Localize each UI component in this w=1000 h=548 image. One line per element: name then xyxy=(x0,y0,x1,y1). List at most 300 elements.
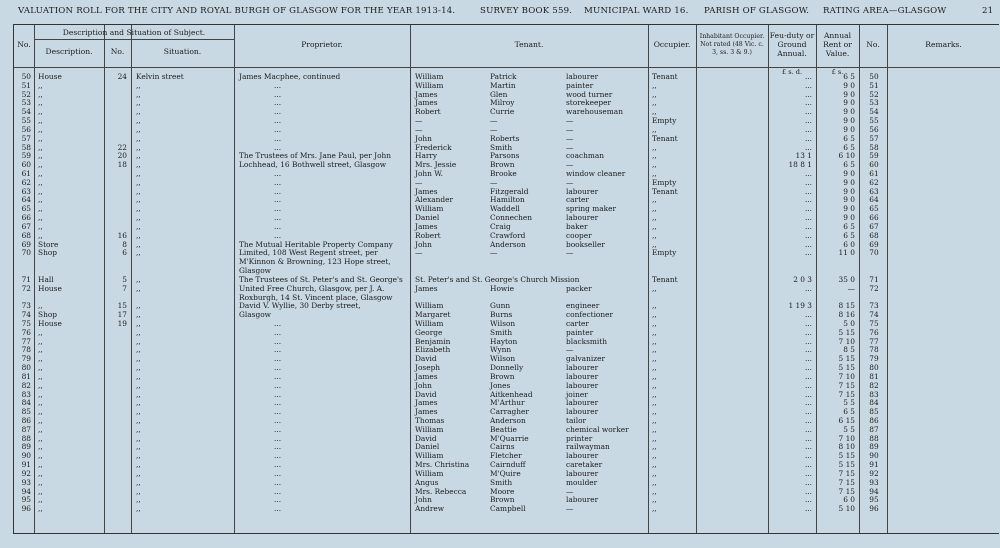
description: ,, xyxy=(38,169,43,179)
situation: ,, xyxy=(136,142,141,152)
feu-duty: ... xyxy=(804,204,812,214)
occupation: storekeeper xyxy=(566,98,611,108)
situation: ,, xyxy=(136,169,141,179)
occupier: ,, xyxy=(652,460,657,470)
table-row xyxy=(14,107,1000,116)
occupier: ,, xyxy=(652,318,657,328)
row-no-right: 56 xyxy=(869,124,879,134)
description: ,, xyxy=(38,160,43,170)
col-remarks: Remarks. xyxy=(925,40,962,49)
row-no-right: 52 xyxy=(869,89,879,99)
occupier: ,, xyxy=(652,380,657,390)
annual-rent: 11 0 xyxy=(838,248,855,258)
proprietor: ... xyxy=(274,318,282,328)
occupier: ,, xyxy=(652,451,657,461)
proprietor: ... xyxy=(274,460,282,470)
proprietor: ... xyxy=(274,504,282,514)
description: House xyxy=(38,72,62,81)
situation: ,, xyxy=(136,89,141,99)
street-no: 6 xyxy=(122,248,127,258)
occupation: carter xyxy=(566,318,589,328)
row-no: 87 xyxy=(21,424,31,434)
row-no-right: 81 xyxy=(869,371,879,381)
situation: ,, xyxy=(136,380,141,390)
occupation: labourer xyxy=(566,407,599,417)
annual-rent: 5 15 xyxy=(838,460,855,470)
occupation: labourer xyxy=(566,451,599,461)
occupier: ,, xyxy=(652,363,657,373)
col-situation: Situation. xyxy=(163,47,202,56)
tenant-first: Mrs. Christina xyxy=(415,460,470,470)
feu-duty: ... xyxy=(804,380,812,390)
feu-duty: ... xyxy=(804,239,812,249)
occupation: labourer xyxy=(566,380,599,390)
row-no: 68 xyxy=(21,230,31,240)
situation: ,, xyxy=(136,310,141,320)
tenant-first: James xyxy=(415,283,438,293)
description: ,, xyxy=(38,89,43,99)
tenant-first: William xyxy=(415,204,444,214)
row-no-right: 86 xyxy=(869,415,879,425)
tenant-first: Andrew xyxy=(415,504,445,514)
table-row xyxy=(14,451,1000,460)
row-no-right: 91 xyxy=(869,460,879,470)
tenant-first: — xyxy=(415,116,423,126)
table-row xyxy=(14,125,1000,134)
tenant-last: Gunn xyxy=(490,301,511,311)
situation: ,, xyxy=(136,318,141,328)
occupier: ,, xyxy=(652,486,657,496)
annual-rent: 7 10 xyxy=(838,433,855,443)
row-no-right: 69 xyxy=(869,239,879,249)
tenant-first: Daniel xyxy=(415,442,440,452)
occupier: ,, xyxy=(652,389,657,399)
row-no: 53 xyxy=(21,98,31,108)
description: ,, xyxy=(38,477,43,487)
feu-duty: ... xyxy=(804,345,812,355)
proprietor: M'Kinnon & Browning, 123 Hope street, xyxy=(239,257,391,267)
row-no: 50 xyxy=(21,72,31,81)
tenant-last: Jones xyxy=(490,380,511,390)
proprietor: ... xyxy=(274,468,282,478)
description: ,, xyxy=(38,301,43,311)
proprietor: ... xyxy=(274,389,282,399)
description: ,, xyxy=(38,142,43,152)
feu-duty: ... xyxy=(804,327,812,337)
tenant-first: John xyxy=(415,495,432,505)
row-no-right: 62 xyxy=(869,177,879,187)
tenant-last: Smith xyxy=(490,327,513,337)
street-no: 16 xyxy=(117,230,127,240)
tenant-first: David xyxy=(415,354,437,364)
tenant-first: David xyxy=(415,389,437,399)
tenant-last: Wynn xyxy=(490,345,512,355)
situation: ,, xyxy=(136,80,141,90)
row-no: 85 xyxy=(21,407,31,417)
row-no: 90 xyxy=(21,451,31,461)
feu-duty: ... xyxy=(804,213,812,223)
description: ,, xyxy=(38,468,43,478)
row-no: 66 xyxy=(21,213,31,223)
annual-rent: 6 5 xyxy=(843,221,855,231)
proprietor: ... xyxy=(274,433,282,443)
proprietor: ... xyxy=(274,221,282,231)
occupation: coachman xyxy=(566,151,605,161)
proprietor: ... xyxy=(274,407,282,417)
situation: ,, xyxy=(136,468,141,478)
tenant-first: John xyxy=(415,239,432,249)
description: ,, xyxy=(38,345,43,355)
row-no: 57 xyxy=(21,133,31,143)
occupation: carter xyxy=(566,195,589,205)
occupier: ,, xyxy=(652,160,657,170)
occupier: ,, xyxy=(652,89,657,99)
feu-duty: ... xyxy=(804,195,812,205)
row-no-right: 73 xyxy=(869,301,879,311)
occupation: blacksmith xyxy=(566,336,608,346)
tenant-first: Robert xyxy=(415,230,441,240)
situation: ,, xyxy=(136,248,141,258)
tenant-last: Donnelly xyxy=(490,363,524,373)
annual-rent: 5 15 xyxy=(838,451,855,461)
annual-rent: 9 0 xyxy=(843,204,855,214)
description: ,, xyxy=(38,407,43,417)
situation: Kelvin street xyxy=(136,72,184,81)
description: ,, xyxy=(38,504,43,514)
row-no-right: 88 xyxy=(869,433,879,443)
situation: ,, xyxy=(136,274,141,284)
tenant-first: William xyxy=(415,80,444,90)
tenant-last: Hamilton xyxy=(490,195,525,205)
row-no-right: 70 xyxy=(869,248,879,258)
table-row xyxy=(14,478,1000,487)
tenant-first: William xyxy=(415,424,444,434)
occupation: labourer xyxy=(566,186,599,196)
occupation: — xyxy=(566,142,574,152)
row-no-right: 94 xyxy=(869,486,879,496)
situation: ,, xyxy=(136,151,141,161)
occupier: ,, xyxy=(652,142,657,152)
tenant-last: Wilson xyxy=(490,354,516,364)
annual-rent: 9 0 xyxy=(843,98,855,108)
col-inhabitant: Inhabitant Occupier. Not rated (48 Vic. c. 3, ss. 3 & 9.) xyxy=(699,33,765,56)
feu-duty: ... xyxy=(804,460,812,470)
tenant-first: — xyxy=(415,248,423,258)
table-row xyxy=(14,266,1000,275)
table-row xyxy=(14,416,1000,425)
occupation: — xyxy=(566,124,574,134)
occupation: baker xyxy=(566,221,588,231)
row-no: 62 xyxy=(21,177,31,187)
occupier: ,, xyxy=(652,442,657,452)
proprietor: ... xyxy=(274,107,282,117)
feu-duty: ... xyxy=(804,398,812,408)
tenant-first: John xyxy=(415,380,432,390)
table-row xyxy=(14,90,1000,99)
occupation: engineer xyxy=(566,301,600,311)
situation: ,, xyxy=(136,407,141,417)
description: ,, xyxy=(38,221,43,231)
row-no: 58 xyxy=(21,142,31,152)
row-no-right: 61 xyxy=(869,169,879,179)
feu-duty: 18 8 1 xyxy=(788,160,812,170)
occupier: ,, xyxy=(652,407,657,417)
col-street-no: No. xyxy=(110,47,125,56)
description: ,, xyxy=(38,442,43,452)
occupation: labourer xyxy=(566,363,599,373)
occupier: ,, xyxy=(652,301,657,311)
table-row xyxy=(14,134,1000,143)
proprietor: ... xyxy=(274,195,282,205)
col-description: Description. xyxy=(45,47,93,56)
situation: ,, xyxy=(136,354,141,364)
proprietor: ... xyxy=(274,354,282,364)
proprietor: ... xyxy=(274,124,282,134)
situation: ,, xyxy=(136,124,141,134)
tenant-last: Wilson xyxy=(490,318,516,328)
page-number: 21 xyxy=(982,6,994,16)
feu-duty: ... xyxy=(804,363,812,373)
description: ,, xyxy=(38,116,43,126)
description: ,, xyxy=(38,124,43,134)
row-no: 64 xyxy=(21,195,31,205)
row-no-right: 78 xyxy=(869,345,879,355)
table-row xyxy=(14,293,1000,302)
situation: ,, xyxy=(136,415,141,425)
row-no: 77 xyxy=(21,336,31,346)
table-row xyxy=(14,504,1000,513)
col-annual-rent: Annual Rent or Value. xyxy=(823,31,852,58)
table-row xyxy=(14,407,1000,416)
proprietor: ... xyxy=(274,477,282,487)
situation: ,, xyxy=(136,460,141,470)
table-row xyxy=(14,204,1000,213)
table-row xyxy=(14,354,1000,363)
description: ,, xyxy=(38,186,43,196)
tenant-last: Cairns xyxy=(490,442,515,452)
tenant-first: Benjamin xyxy=(415,336,451,346)
feu-duty: ... xyxy=(804,477,812,487)
col-no: No. xyxy=(17,40,31,49)
street-no: 20 xyxy=(117,151,127,161)
row-no: 71 xyxy=(21,274,31,284)
col-proprietor: Proprietor. xyxy=(301,40,343,49)
feu-duty: ... xyxy=(804,283,812,293)
row-no-right: 76 xyxy=(869,327,879,337)
description: Shop xyxy=(38,248,58,258)
annual-rent: 6 5 xyxy=(843,230,855,240)
occupier: ,, xyxy=(652,310,657,320)
annual-rent: 8 16 xyxy=(838,310,855,320)
row-no-right: 72 xyxy=(869,283,879,293)
annual-rent: 9 0 xyxy=(843,169,855,179)
tenant-first: Frederick xyxy=(415,142,452,152)
description: ,, xyxy=(38,213,43,223)
table-row xyxy=(14,160,1000,169)
tenant-first: Alexander xyxy=(415,195,454,205)
tenant-last: Cairnduff xyxy=(490,460,526,470)
situation: ,, xyxy=(136,213,141,223)
situation: ,, xyxy=(136,204,141,214)
annual-rent: 7 15 xyxy=(838,486,855,496)
row-no: 93 xyxy=(21,477,31,487)
occupation: labourer xyxy=(566,72,599,81)
tenant-first: William xyxy=(415,301,444,311)
situation: ,, xyxy=(136,363,141,373)
proprietor: ... xyxy=(274,415,282,425)
street-no: 24 xyxy=(117,72,127,81)
description: ,, xyxy=(38,177,43,187)
description: ,, xyxy=(38,336,43,346)
situation: ,, xyxy=(136,160,141,170)
feu-duty: ... xyxy=(804,354,812,364)
annual-rent: — xyxy=(847,283,855,293)
row-no: 69 xyxy=(21,239,31,249)
situation: ,, xyxy=(136,116,141,126)
occupier: ,, xyxy=(652,504,657,514)
row-no: 60 xyxy=(21,160,31,170)
row-no: 52 xyxy=(21,89,31,99)
row-no-right: 75 xyxy=(869,318,879,328)
situation: ,, xyxy=(136,433,141,443)
occupier: ,, xyxy=(652,213,657,223)
row-no: 55 xyxy=(21,116,31,126)
feu-duty: ... xyxy=(804,486,812,496)
description: ,, xyxy=(38,80,43,90)
occupation: labourer xyxy=(566,468,599,478)
row-no: 72 xyxy=(21,283,31,293)
situation: ,, xyxy=(136,495,141,505)
occupier: ,, xyxy=(652,398,657,408)
row-no: 61 xyxy=(21,169,31,179)
row-no: 95 xyxy=(21,495,31,505)
table-row xyxy=(14,345,1000,354)
tenant-first: Daniel xyxy=(415,213,440,223)
tenant-last: Waddell xyxy=(490,204,520,214)
tenant-last: Roberts xyxy=(490,133,520,143)
feu-duty: ... xyxy=(804,186,812,196)
tenant-first: — xyxy=(415,124,423,134)
occupier: ,, xyxy=(652,151,657,161)
occupation: painter xyxy=(566,327,594,337)
tenant-first: John xyxy=(415,133,432,143)
situation: ,, xyxy=(136,186,141,196)
tenant-last: Martin xyxy=(490,80,516,90)
proprietor: ... xyxy=(274,98,282,108)
tenant-last: Patrick xyxy=(490,72,517,81)
row-no-right: 66 xyxy=(869,213,879,223)
table-row xyxy=(14,319,1000,328)
street-no: 8 xyxy=(122,239,127,249)
row-no: 80 xyxy=(21,363,31,373)
row-no-right: 79 xyxy=(869,354,879,364)
annual-rent: 9 0 xyxy=(843,107,855,117)
tenant-last: Milroy xyxy=(490,98,515,108)
table-row xyxy=(14,363,1000,372)
situation: ,, xyxy=(136,107,141,117)
survey-book: SURVEY BOOK 559. xyxy=(480,6,573,16)
row-no-right: 93 xyxy=(869,477,879,487)
occupation: cooper xyxy=(566,230,592,240)
annual-rent: 9 0 xyxy=(843,186,855,196)
proprietor: ... xyxy=(274,230,282,240)
tenant-last: Burns xyxy=(490,310,513,320)
occupier: ,, xyxy=(652,195,657,205)
street-no: 17 xyxy=(117,310,127,320)
row-no-right: 87 xyxy=(869,424,879,434)
tenant-first: Margaret xyxy=(415,310,451,320)
description: ,, xyxy=(38,380,43,390)
tenant-first: Elizabeth xyxy=(415,345,451,355)
row-no-right: 65 xyxy=(869,204,879,214)
occupier: ,, xyxy=(652,468,657,478)
feu-units: £ s. d. xyxy=(781,68,803,76)
occupier: ,, xyxy=(652,415,657,425)
row-no: 75 xyxy=(21,318,31,328)
tenant-last: Howie xyxy=(490,283,514,293)
feu-duty: ... xyxy=(804,415,812,425)
situation: ,, xyxy=(136,451,141,461)
feu-duty: 1 19 3 xyxy=(788,301,812,311)
occupation: labourer xyxy=(566,213,599,223)
table-row xyxy=(14,301,1000,310)
tenant-first: — xyxy=(415,177,423,187)
proprietor: ... xyxy=(274,451,282,461)
tenant-last: Moore xyxy=(490,486,515,496)
col-tenant: Tenant. xyxy=(514,40,544,49)
occupation: labourer xyxy=(566,495,599,505)
situation: ,, xyxy=(136,133,141,143)
annual-rent: 5 15 xyxy=(838,327,855,337)
table-row xyxy=(14,98,1000,107)
row-no: 67 xyxy=(21,221,31,231)
occupier: ,, xyxy=(652,98,657,108)
row-no-right: 64 xyxy=(869,195,879,205)
row-no-right: 82 xyxy=(869,380,879,390)
row-no-right: 89 xyxy=(869,442,879,452)
proprietor: Limited, 108 West Regent street, per xyxy=(239,248,378,258)
table-row xyxy=(14,390,1000,399)
table-row xyxy=(14,328,1000,337)
occupier: ,, xyxy=(652,239,657,249)
occupier: ,, xyxy=(652,424,657,434)
row-no: 59 xyxy=(21,151,31,161)
proprietor: ... xyxy=(274,486,282,496)
annual-rent: 8 5 xyxy=(843,345,855,355)
row-no-right: 83 xyxy=(869,389,879,399)
situation: ,, xyxy=(136,442,141,452)
tenant-first: James xyxy=(415,371,438,381)
feu-duty: ... xyxy=(804,310,812,320)
occupation: — xyxy=(566,486,574,496)
occupier: Tenant xyxy=(652,133,678,143)
situation: ,, xyxy=(136,327,141,337)
row-no-right: 95 xyxy=(869,495,879,505)
table-row xyxy=(14,72,1000,81)
occupation: bookseller xyxy=(566,239,605,249)
situation: ,, xyxy=(136,477,141,487)
feu-duty: 13 1 xyxy=(795,151,812,161)
row-no-right: 51 xyxy=(869,80,879,90)
description: ,, xyxy=(38,151,43,161)
occupation: — xyxy=(566,160,574,170)
situation: ,, xyxy=(136,486,141,496)
annual-rent: 7 15 xyxy=(838,468,855,478)
situation: ,, xyxy=(136,398,141,408)
occupation: tailor xyxy=(566,415,587,425)
row-no: 86 xyxy=(21,415,31,425)
parish: PARISH OF GLASGOW. xyxy=(704,6,810,16)
